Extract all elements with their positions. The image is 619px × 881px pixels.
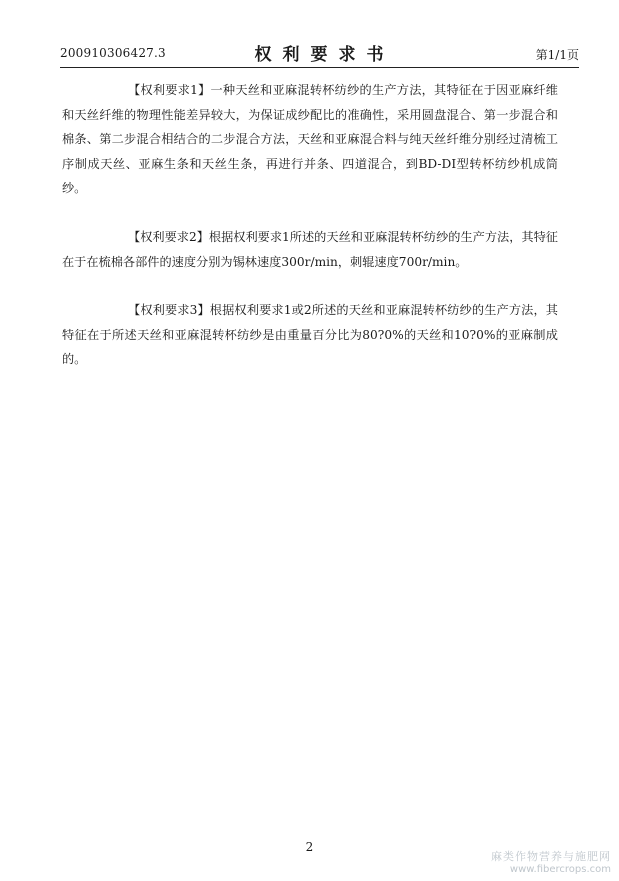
application-number: 200910306427.3 xyxy=(60,46,166,60)
claim-1 xyxy=(62,78,558,201)
claim-text: 根据权利要求1或2所述的天丝和亚麻混转杯纺纱的生产方法，其特征在于所述天丝和亚麻混转杯纺纱是由重量百分比为80?0%的天丝和10?0%的亚麻制成的。 xyxy=(62,303,558,367)
claim-label: 【权利要求2】 xyxy=(128,229,209,244)
document-header xyxy=(60,40,579,64)
watermark-site-name: 麻类作物营养与施肥网 xyxy=(491,850,611,863)
claim-3 xyxy=(62,298,558,372)
page-indicator: 第1/1页 xyxy=(535,48,579,62)
header-divider xyxy=(60,67,579,68)
claim-text: 根据权利要求1所述的天丝和亚麻混转杯纺纱的生产方法，其特征在于在梳棉各部件的速度分别为锡林速度300r/min，刺辊速度700r/min。 xyxy=(62,229,558,269)
claim-label: 【权利要求3】 xyxy=(128,303,210,318)
page-number: 2 xyxy=(305,840,314,854)
watermark-url: www.fibercrops.com xyxy=(509,864,611,875)
claim-label: 【权利要求1】 xyxy=(128,83,211,97)
claims-body xyxy=(62,78,558,396)
claim-2 xyxy=(62,225,558,274)
document-title: 权利要求书 xyxy=(254,45,395,65)
watermark xyxy=(491,848,611,875)
claim-text: 一种天丝和亚麻混转杯纺纱的生产方法，其特征在于因亚麻纤维和天丝纤维的物理性能差异较大，为保证成纱配比的准确性，采用圆盘混合、第一步混合和棉条、第二步混合相结合的二步混合方法，天丝和亚麻混合料与纯天丝纤维分别经过清梳工序制成天丝、亚麻生条和天丝生条，再进行并条、四道混合，到BD-DI型转杯纺纱机成筒纱。 xyxy=(62,83,558,196)
